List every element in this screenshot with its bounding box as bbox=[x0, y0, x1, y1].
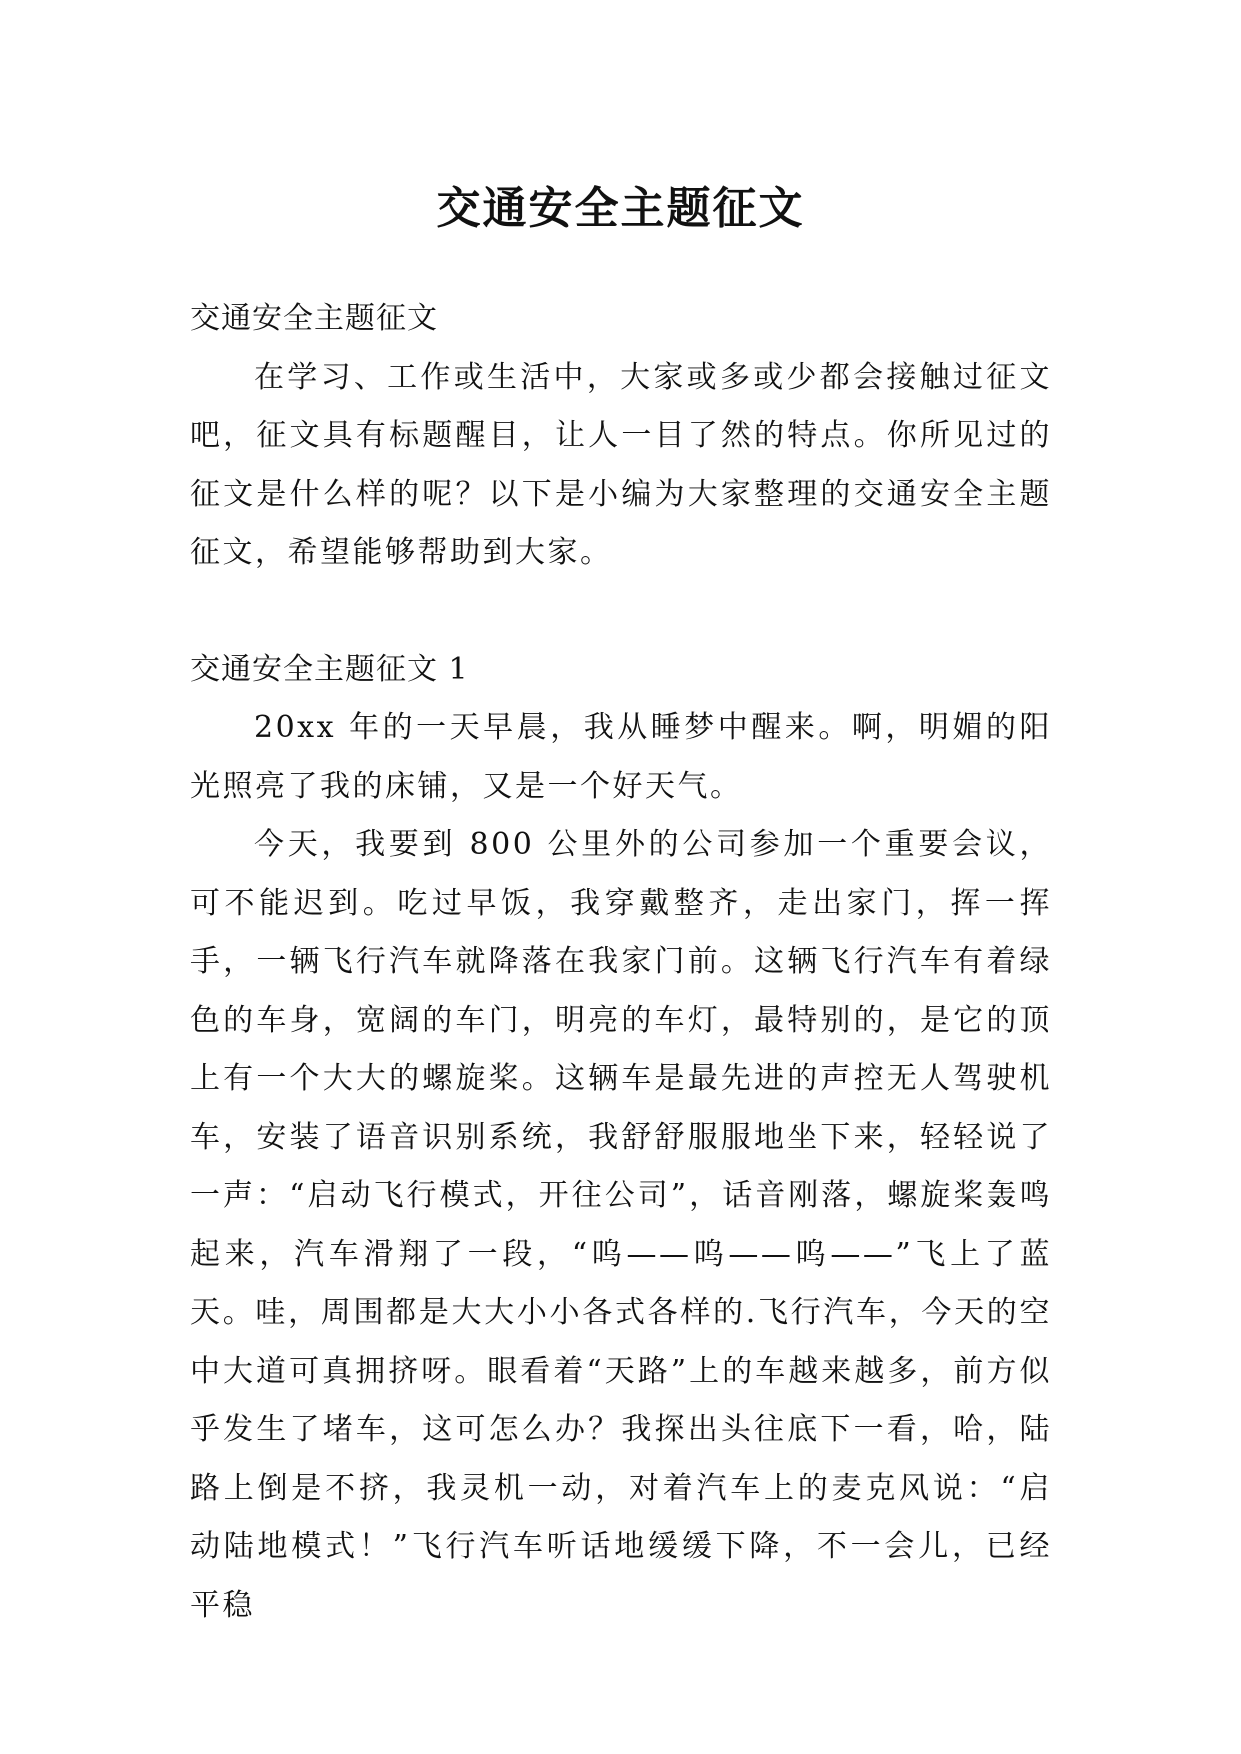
intro-heading: 交通安全主题征文 bbox=[190, 301, 438, 336]
document-body bbox=[190, 290, 1052, 1635]
section1-paragraph-1: 20xx 年的一天早晨，我从睡梦中醒来。啊，明媚的阳光照亮了我的床铺，又是一个好天气。 bbox=[190, 710, 1052, 804]
section1-paragraph-2: 今天，我要到 800 公里外的公司参加一个重要会议，可不能迟到。吃过早饭，我穿戴整齐，走出家门，挥一挥手，一辆飞行汽车就降落在我家门前。这辆飞行汽车有着绿色的车身，宽阔的车门，明亮的车灯，最特别的，是它的顶上有一个大大的螺旋桨。这辆车是最先进的声控无人驾驶机车，安装了语音识别系统，我舒舒服服地坐下来，轻轻说了一声：“启动飞行模式，开往公司”，话音刚落，螺旋桨轰鸣起来，汽车滑翔了一段，“呜——呜——呜——”飞上了蓝天。哇，周围都是大大小小各式各样的.飞行汽车，今天的空中大道可真拥挤呀。眼看着“天路”上的车越来越多，前方似乎发生了堵车，这可怎么办？我探出头往底下一看，哈，陆路上倒是不挤，我灵机一动，对着汽车上的麦克风说：“启动陆地模式！”飞行汽车听话地缓缓下降，不一会儿，已经平稳 bbox=[190, 827, 1052, 1623]
section-spacer bbox=[190, 583, 1052, 641]
section1-heading: 交通安全主题征文 1 bbox=[190, 651, 469, 687]
document-title: 交通安全主题征文 bbox=[436, 183, 805, 235]
intro-paragraph: 在学习、工作或生活中，大家或多或少都会接触过征文吧，征文具有标题醒目，让人一目了然的特点。你所见过的征文是什么样的呢？以下是小编为大家整理的交通安全主题征文，希望能够帮助到大家。 bbox=[190, 359, 1052, 570]
